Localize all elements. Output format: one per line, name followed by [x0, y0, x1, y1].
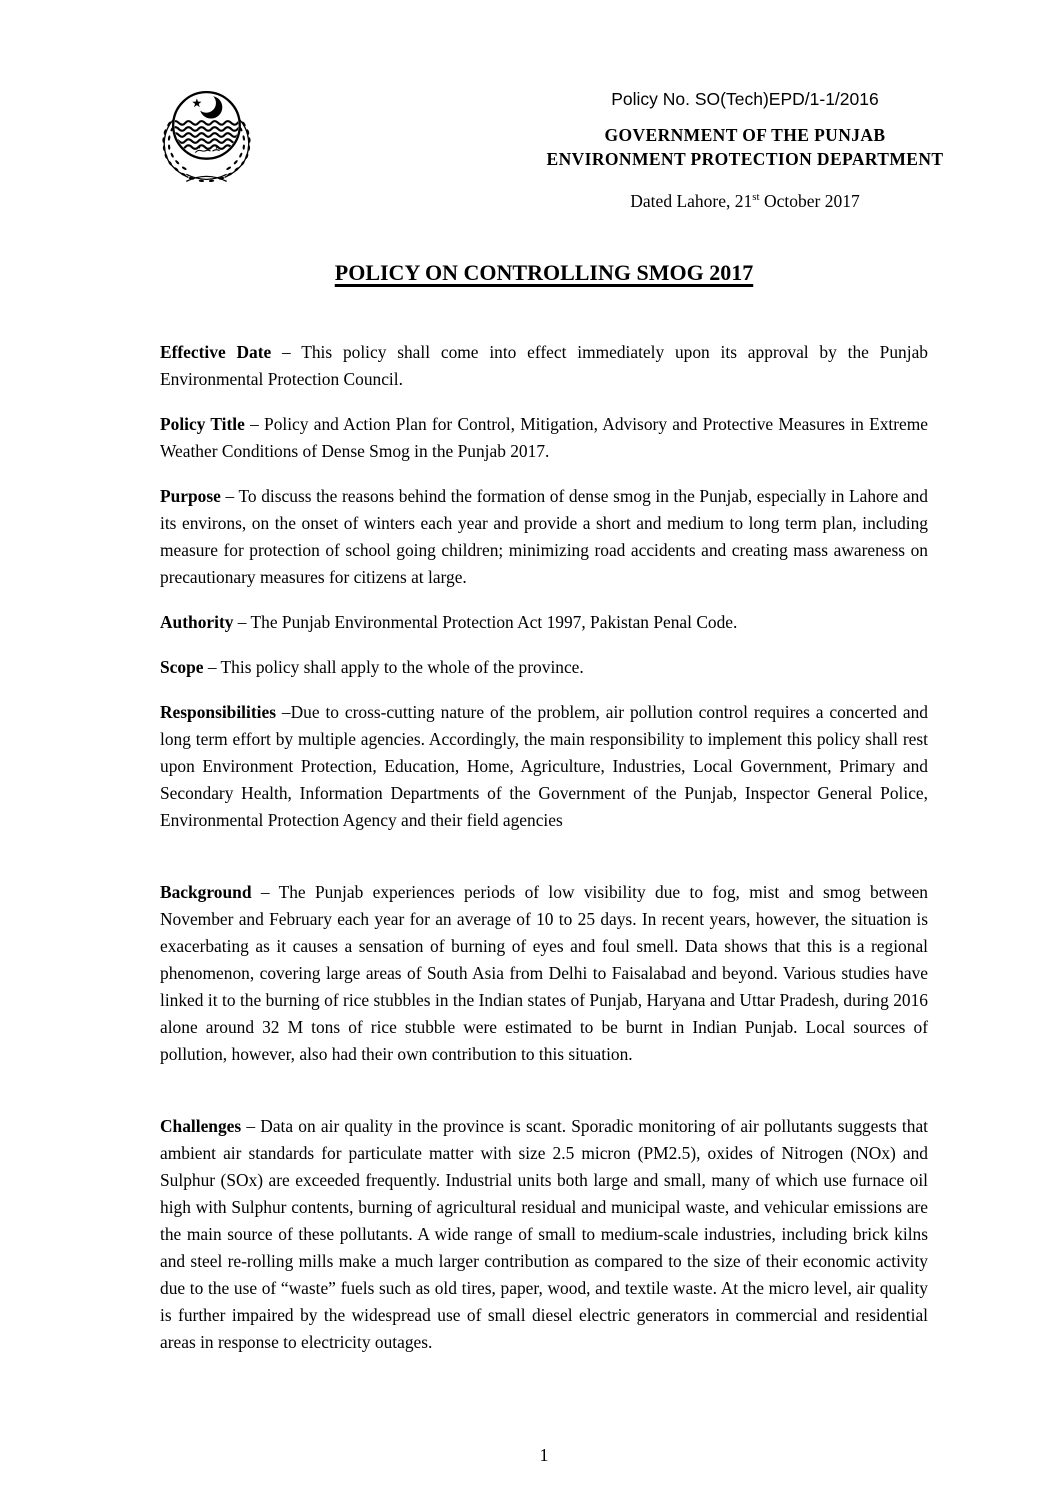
paragraph-label: Effective Date — [160, 342, 272, 362]
page-number: 1 — [539, 1445, 549, 1465]
paragraph-label: Purpose — [160, 486, 221, 506]
date-ordinal-superscript: st — [752, 191, 760, 203]
paragraph-scope: Scope – This policy shall apply to the whole of the province. — [160, 657, 584, 677]
paragraph-label: Authority — [160, 612, 234, 632]
paragraph-label: Responsibilities — [160, 702, 276, 722]
paragraph-policy-title: Policy Title – Policy and Action Plan for Control, Mitigation, Advisory and Protective Measures in Extreme Weather Conditions of Dense Smog in the Punjab 2017. — [160, 414, 929, 461]
date-suffix: October 2017 — [759, 190, 860, 211]
org-name-line1: GOVERNMENT OF THE PUNJAB — [604, 125, 886, 145]
paragraph-label: Challenges — [160, 1116, 242, 1136]
document-title-text: POLICY ON CONTROLLING SMOG 2017 — [334, 260, 754, 285]
paragraph-responsibilities: Responsibilities –Due to cross-cutting nature of the problem, air pollution control requires a concerted and long term effort by multiple agencies. Accordingly, the main responsibility to implement this policy shall rest upon Environment Protection, Education, Home, Agriculture, Industries, Local Government, Primary and Secondary Health, Information Departments of the Government of the Punjab, Inspector General Police, Environmental Protection Agency and their field agencies — [160, 702, 928, 830]
paragraph-background: Background – The Punjab experiences periods of low visibility due to fog, mist and smog between November and February each year for an average of 10 to 25 days. In recent years, however, the situation is exacerbating as it causes a sensation of burning of eyes and foul smell. Data shows that this is a regional phenomenon, covering large areas of South Asia from Delhi to Faisalabad and beyond. Various studies have linked it to the burning of rice stubbles in the Indian states of Punjab, Haryana and Uttar Pradesh, during 2016 alone around 32 M tons of rice stubble were estimated to be burnt in Indian Punjab. Local sources of pollution, however, also had their own contribution to this situation. — [160, 882, 928, 1064]
paragraph-label: Background — [160, 882, 252, 902]
date-prefix: Dated Lahore, 21 — [630, 190, 753, 211]
paragraph-effective-date: Effective Date – This policy shall come into effect immediately upon its approval by the Punjab Environmental Protection Council. — [160, 342, 928, 389]
paragraph-purpose: Purpose – To discuss the reasons behind the formation of dense smog in the Punjab, especially in Lahore and its environs, on the onset of winters each year and provide a short and medium to long term plan, including measure for protection of school going children; minimizing road accidents and creating mass awareness on precautionary measures for citizens at large. — [160, 486, 928, 587]
paragraph-label: Policy Title — [160, 414, 245, 434]
paragraph-challenges: Challenges – Data on air quality in the province is scant. Sporadic monitoring of air pollutants suggests that ambient air standards for particulate matter with size 2.5 micron (PM2.5), oxides of Nitrogen (NOx) and Sulphur (SOx) are exceeded frequently. Industrial units both large and small, many of which use furnace oil high with Sulphur contents, burning of agricultural residual and municipal waste, and vehicular emissions are the main source of these pollutants. A wide range of small to medium-scale industries, including brick kilns and steel re-rolling mills make a much larger contribution as compared to the size of their economic activity due to the use of “waste” fuels such as old tires, paper, wood, and textile waste. At the micro level, air quality is further impaired by the widespread use of small diesel electric generators in commercial and residential areas in response to electricity outages. — [160, 1116, 928, 1352]
paragraph-authority: Authority – The Punjab Environmental Protection Act 1997, Pakistan Penal Code. — [160, 612, 738, 632]
policy-number: Policy No. SO(Tech)EPD/1-1/2016 — [611, 89, 879, 109]
document-body — [160, 0, 928, 1496]
paragraph-label: Scope — [160, 657, 204, 677]
org-name-line2: ENVIRONMENT PROTECTION DEPARTMENT — [546, 149, 944, 169]
